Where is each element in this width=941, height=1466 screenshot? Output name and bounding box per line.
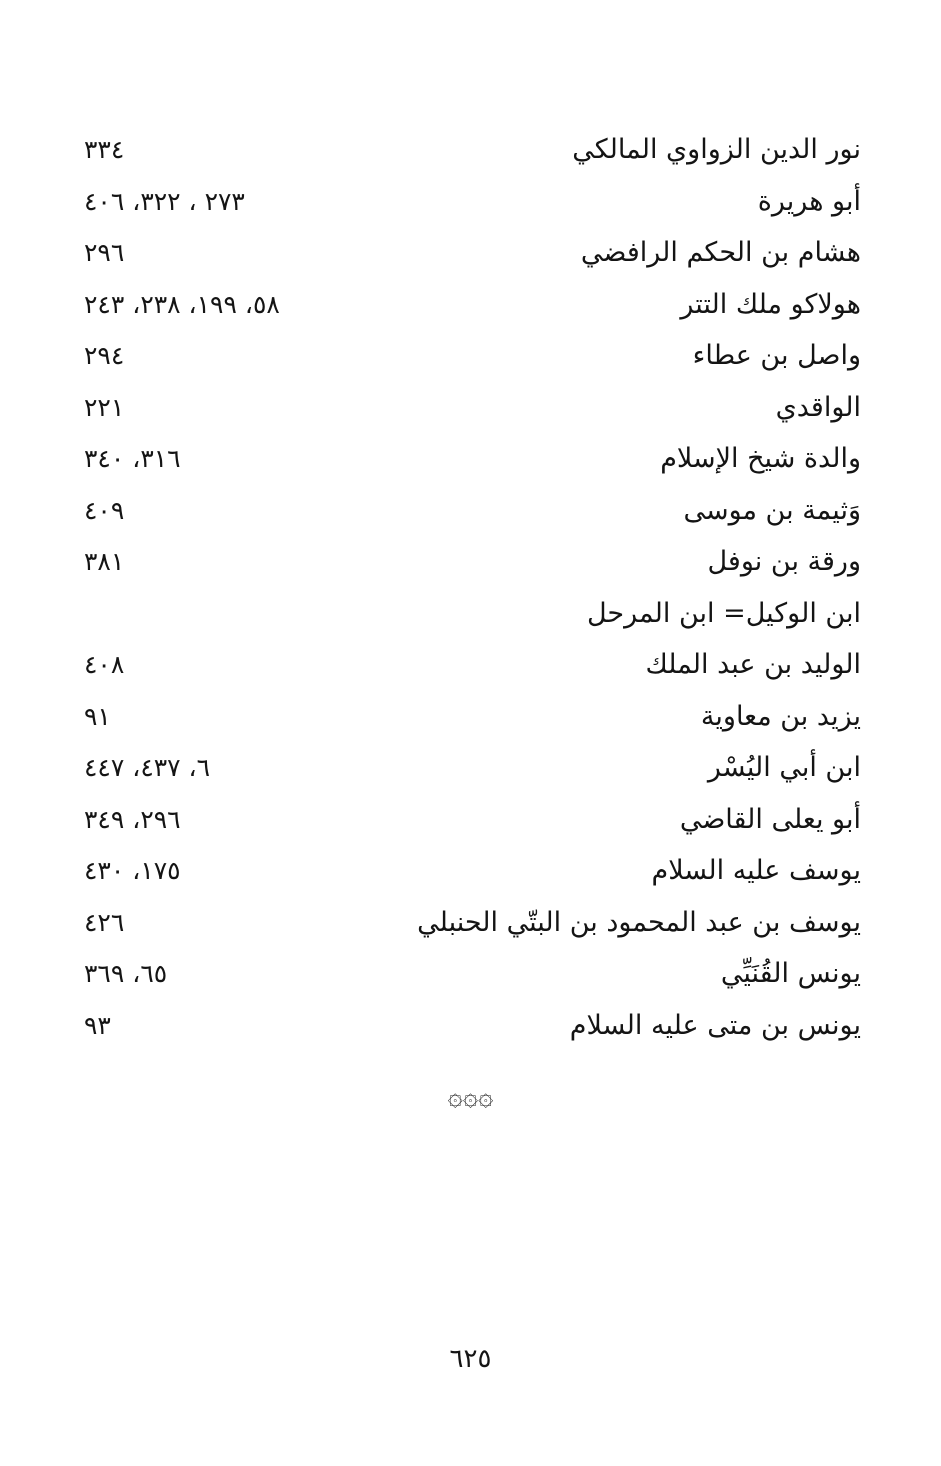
- entry-name: أبو هريرة: [757, 185, 861, 217]
- entry-pages: ٤٠٨: [84, 650, 125, 679]
- entry-pages: ٢٩٤: [84, 341, 125, 370]
- entry-name: والدة شيخ الإسلام: [660, 443, 861, 474]
- entry-name: ابن الوكيل= ابن المرحل: [586, 597, 861, 629]
- entry-name: يونس بن متى عليه السلام: [569, 1009, 861, 1041]
- index-row: [0, 382, 941, 434]
- entry-pages: ١٧٥، ٤٣٠: [84, 856, 181, 885]
- index-row: [0, 742, 941, 794]
- index-row: [0, 588, 941, 640]
- page-number: ٦٢٥: [449, 1344, 492, 1374]
- entry-name: يونس القُنَيِّي: [720, 958, 861, 989]
- entry-name: هشام بن الحكم الرافضي: [580, 237, 861, 268]
- entry-pages: ٢٧٣ ، ٣٢٢، ٤٠٦: [84, 186, 245, 216]
- index-row: [0, 897, 941, 949]
- entry-pages: ٢٢١: [84, 392, 125, 422]
- entry-pages: ٩٣: [84, 1010, 111, 1040]
- entry-pages: ٢٩٦، ٣٤٩: [84, 804, 181, 834]
- entry-pages: ٩١: [84, 701, 111, 731]
- index-row: [0, 536, 941, 588]
- entry-name: هولاكو ملك التتر: [680, 288, 861, 320]
- index-row: [0, 330, 941, 382]
- index-row: [0, 279, 941, 331]
- index-row: [0, 433, 941, 485]
- entry-pages: ٣١٦، ٣٤٠: [84, 444, 181, 473]
- entry-name: يوسف عليه السلام: [651, 855, 861, 886]
- index-row: [0, 948, 941, 1000]
- entry-pages: ٤٢٦: [84, 907, 125, 937]
- entry-pages: ٢٩٦: [84, 238, 125, 267]
- entry-name: واصل بن عطاء: [692, 340, 861, 371]
- entry-name: الواقدي: [775, 391, 861, 423]
- entry-name: يوسف بن عبد المحمود بن البتّي الحنبلي: [417, 906, 861, 938]
- index-row: [0, 485, 941, 537]
- index-row: [0, 691, 941, 743]
- entry-name: ورقة بن نوفل: [707, 546, 861, 577]
- entry-pages: ٦، ٤٣٧، ٤٤٧: [84, 753, 211, 782]
- entry-name: وَثيمة بن موسى: [683, 494, 861, 526]
- index-row: [0, 124, 941, 176]
- index-row: [0, 227, 941, 279]
- index-row: [0, 845, 941, 897]
- index-row: [0, 176, 941, 228]
- section-end-ornament: ۞۞۞: [447, 1082, 494, 1112]
- index-row: [0, 639, 941, 691]
- index-row: [0, 1000, 941, 1052]
- entry-name: نور الدين الزواوي المالكي: [572, 134, 861, 165]
- entry-name: أبو يعلى القاضي: [679, 803, 861, 835]
- entry-name: ابن أبي اليُسْر: [707, 752, 861, 783]
- entry-pages: ٦٥، ٣٦٩: [84, 959, 168, 988]
- entry-pages: ٣٨١: [84, 547, 125, 576]
- entry-name: الوليد بن عبد الملك: [645, 649, 861, 680]
- entry-pages: ٤٠٩: [84, 495, 125, 525]
- entry-name: يزيد بن معاوية: [700, 700, 861, 732]
- entry-pages: ٣٣٤: [84, 135, 125, 164]
- entry-pages: ٥٨، ١٩٩، ٢٣٨، ٢٤٣: [84, 289, 280, 319]
- index-row: [0, 794, 941, 846]
- index-list: [0, 124, 941, 1051]
